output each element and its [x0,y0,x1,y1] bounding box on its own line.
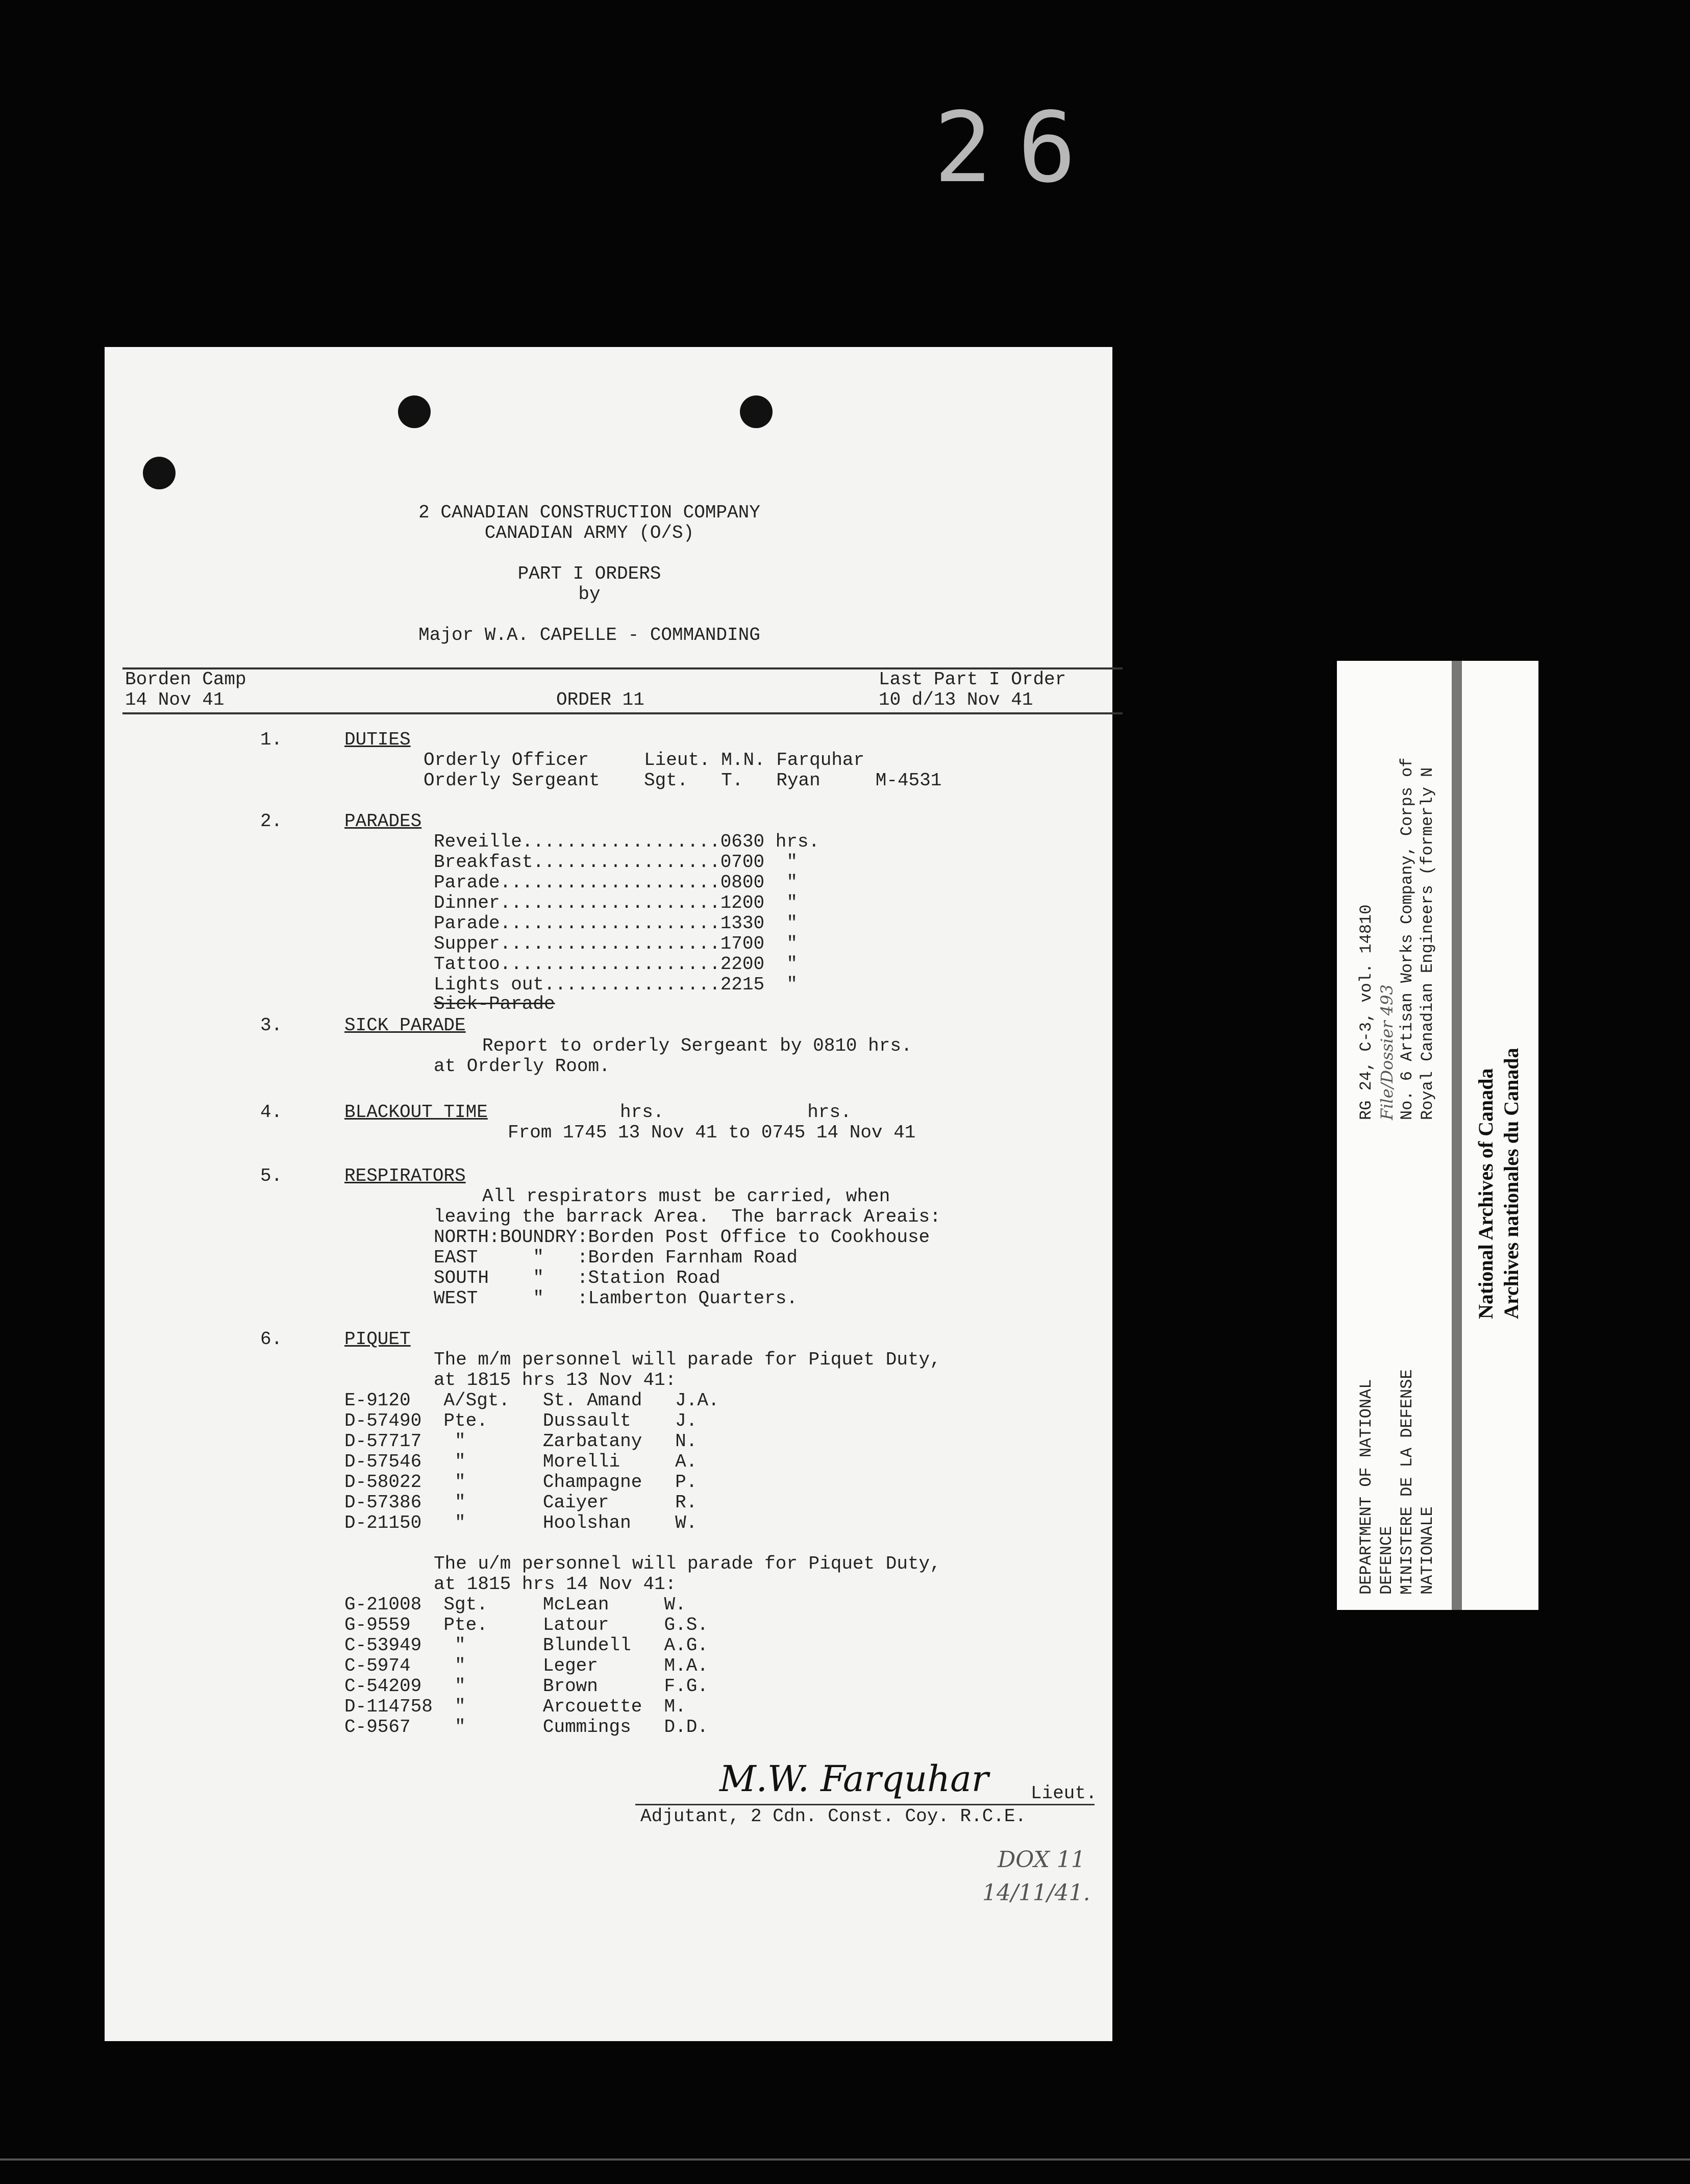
section-title: SICK PARADE [344,1015,466,1036]
piquet-row: D-57490 Pte. Dussault J. [344,1410,698,1431]
date: 14 Nov 41 [125,689,225,710]
archive-label [1337,661,1452,1610]
respirator-line: leaving the barrack Area. The barrack Areais: [434,1206,941,1227]
respirator-line: WEST " :Lamberton Quarters. [434,1288,798,1309]
parade-line: Dinner....................1200 " [434,892,798,913]
parade-line: Parade....................0800 " [434,872,798,893]
section-title: BLACKOUT TIME [344,1102,488,1123]
reference-text: RG 24, C-3, vol. 14810 File/Dossier 493 No. 6 Artisan Works Company, Corps of Royal Canadian Engineers (formerly N [1357,757,1437,1120]
piquet-row: C-9567 " Cummings D.D. [344,1717,708,1738]
section-number: 1. [260,729,283,750]
piquet-row: D-57546 " Morelli A. [344,1451,698,1472]
section-number: 4. [260,1102,283,1123]
handwritten-annotation: 14/11/41. [982,1880,1090,1906]
piquet-intro: at 1815 hrs 13 Nov 41: [434,1370,677,1391]
signature-rank: Lieut. [1031,1783,1097,1804]
blackout-line: hrs. hrs. [620,1102,852,1123]
parade-line: Breakfast.................0700 " [434,852,798,873]
respirator-line: SOUTH " :Station Road [434,1268,720,1288]
section-number: 6. [260,1329,283,1350]
parade-line: Supper....................1700 " [434,933,798,954]
blackout-line: From 1745 13 Nov 41 to 0745 14 Nov 41 [508,1122,916,1143]
header-by: by [578,584,601,605]
parade-line: Lights out................2215 " [434,974,798,995]
duty-line: Orderly Sergeant Sgt. T. Ryan M-4531 [424,770,942,791]
section-number: 2. [260,811,283,832]
last-order-label: Last Part I Order [879,669,1066,690]
section-title: PARADES [344,811,422,832]
piquet-row: D-21150 " Hoolshan W. [344,1512,698,1533]
piquet-row: D-58022 " Champagne P. [344,1472,698,1493]
section-number: 3. [260,1015,283,1036]
section-number: 5. [260,1165,283,1186]
piquet-row: D-57717 " Zarbatany N. [344,1431,698,1452]
document-page [105,347,1112,2041]
punch-hole [740,395,773,428]
label-divider [1452,661,1462,1610]
signature-title: Adjutant, 2 Cdn. Const. Coy. R.C.E. [640,1806,1027,1827]
last-order-value: 10 d/13 Nov 41 [879,689,1033,710]
piquet-row: G-21008 Sgt. McLean W. [344,1594,686,1615]
header-army: CANADIAN ARMY (O/S) [484,523,694,543]
sick-parade-line: Report to orderly Sergeant by 0810 hrs. [482,1035,912,1056]
order-number: ORDER 11 [556,689,644,710]
archives-name: National Archives of Canada Archives nationales du Canada [1474,1048,1523,1319]
signature-line [635,1804,1095,1805]
piquet-intro: The m/m personnel will parade for Piquet Duty, [434,1349,941,1370]
piquet-intro: at 1815 hrs 14 Nov 41: [434,1574,677,1595]
piquet-row: G-9559 Pte. Latour G.S. [344,1615,708,1635]
punch-hole [398,395,431,428]
piquet-row: C-5974 " Leger M.A. [344,1655,708,1676]
section-title: RESPIRATORS [344,1165,466,1186]
piquet-row: C-53949 " Blundell A.G. [344,1635,708,1656]
frame-number: 26 [934,91,1102,204]
struck-text: Sick-Parade [434,994,555,1014]
handwritten-annotation: DOX 11 [998,1847,1085,1873]
department-text: DEPARTMENT OF NATIONAL DEFENCE MINISTERE DE LA DEFENSE NATIONALE [1357,1369,1437,1595]
piquet-row: E-9120 A/Sgt. St. Amand J.A. [344,1390,719,1411]
respirator-line: All respirators must be carried, when [482,1186,890,1207]
location: Borden Camp [125,669,246,690]
piquet-row: D-57386 " Caiyer R. [344,1492,698,1513]
piquet-row: C-54209 " Brown F.G. [344,1676,708,1697]
duty-line: Orderly Officer Lieut. M.N. Farquhar [424,750,865,771]
piquet-intro: The u/m personnel will parade for Piquet Duty, [434,1553,941,1574]
sick-parade-line: at Orderly Room. [434,1056,610,1077]
parade-line: Reveille..................0630 hrs. [434,831,820,852]
respirator-line: NORTH:BOUNDRY:Borden Post Office to Cookhouse [434,1227,930,1248]
film-edge [0,2158,1690,2161]
header-company: 2 CANADIAN CONSTRUCTION COMPANY [418,502,760,523]
bottom-rule [122,712,1123,714]
header-commanding: Major W.A. CAPELLE - COMMANDING [418,625,760,646]
piquet-row: D-114758 " Arcouette M. [344,1696,686,1717]
section-title: DUTIES [344,729,411,750]
parade-line: Tattoo....................2200 " [434,954,798,975]
punch-hole [143,457,176,489]
header-part: PART I ORDERS [517,563,661,584]
parade-line: Parade....................1330 " [434,913,798,934]
section-title: PIQUET [344,1329,411,1350]
respirator-line: EAST " :Borden Farnham Road [434,1247,798,1268]
signature: M.W. Farquhar [719,1758,989,1800]
archives-label [1462,661,1538,1610]
